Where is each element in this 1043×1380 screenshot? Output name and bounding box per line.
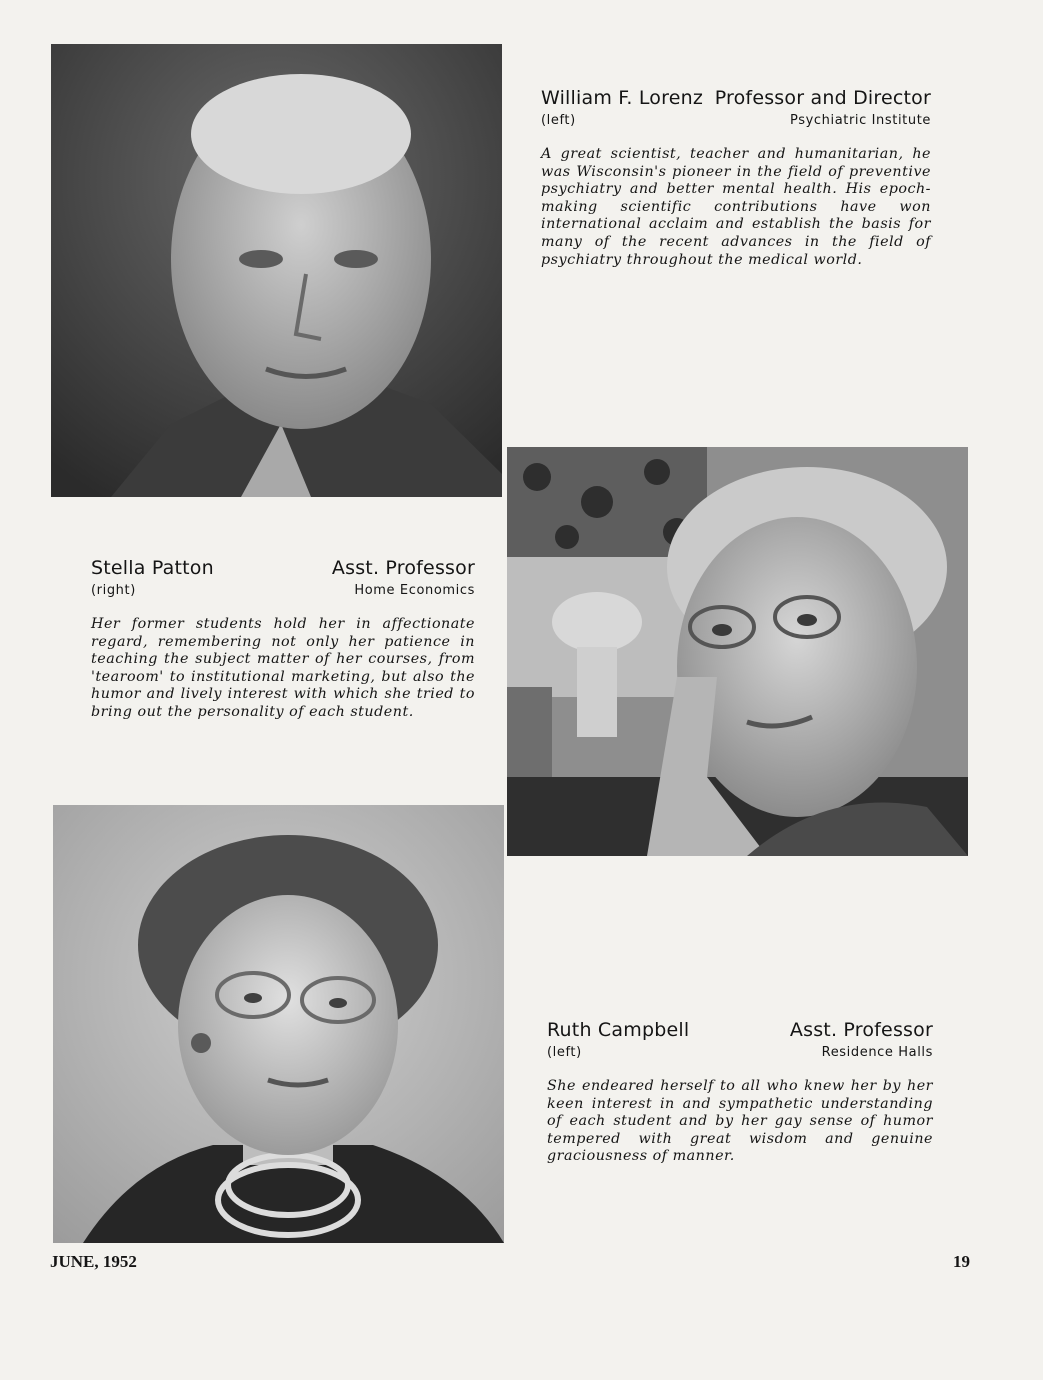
- profile-title: Professor and Director: [714, 87, 931, 109]
- profile-description: She endeared herself to all who knew her by her keen interest in and sympathetic understanding of each student and by her gay sense of humor tempered with great wisdom and genuine graciousness of manner.: [547, 1078, 933, 1165]
- photo-position-label: (left): [541, 113, 576, 128]
- portrait-photo-campbell: [53, 805, 504, 1243]
- profile-description: A great scientist, teacher and humanitarian, he was Wisconsin's pioneer in the field of preventive psychiatry and better mental health. His epoch-making scientific contributions have won international acclaim and establish the basis for many of the recent advances in the field of psychiatry throughout the medical world.: [541, 146, 931, 268]
- caption-lorenz: [541, 87, 931, 269]
- caption-campbell: [547, 1019, 933, 1166]
- photo-position-label: (right): [91, 583, 136, 598]
- page-number: 19: [953, 1252, 970, 1271]
- profile-department: Psychiatric Institute: [790, 113, 931, 128]
- profile-department: Residence Halls: [821, 1045, 933, 1060]
- profile-description: Her former students hold her in affectionate regard, remembering not only her patience in teaching the subject matter of her courses, from 'tearoom' to institutional marketing, but also the humor and lively interest with which she tried to bring out the personality of each student.: [91, 616, 475, 720]
- caption-patton: [91, 557, 475, 722]
- profile-name: Ruth Campbell: [547, 1019, 690, 1041]
- profile-department: Home Economics: [354, 583, 475, 598]
- profile-name: Stella Patton: [91, 557, 214, 579]
- portrait-photo-patton: [507, 447, 968, 856]
- profile-name: William F. Lorenz: [541, 87, 704, 109]
- photo-position-label: (left): [547, 1045, 582, 1060]
- profile-title: Asst. Professor: [789, 1019, 933, 1041]
- profile-title: Asst. Professor: [331, 557, 475, 579]
- issue-date: JUNE, 1952: [50, 1252, 137, 1271]
- portrait-photo-lorenz: [51, 44, 502, 497]
